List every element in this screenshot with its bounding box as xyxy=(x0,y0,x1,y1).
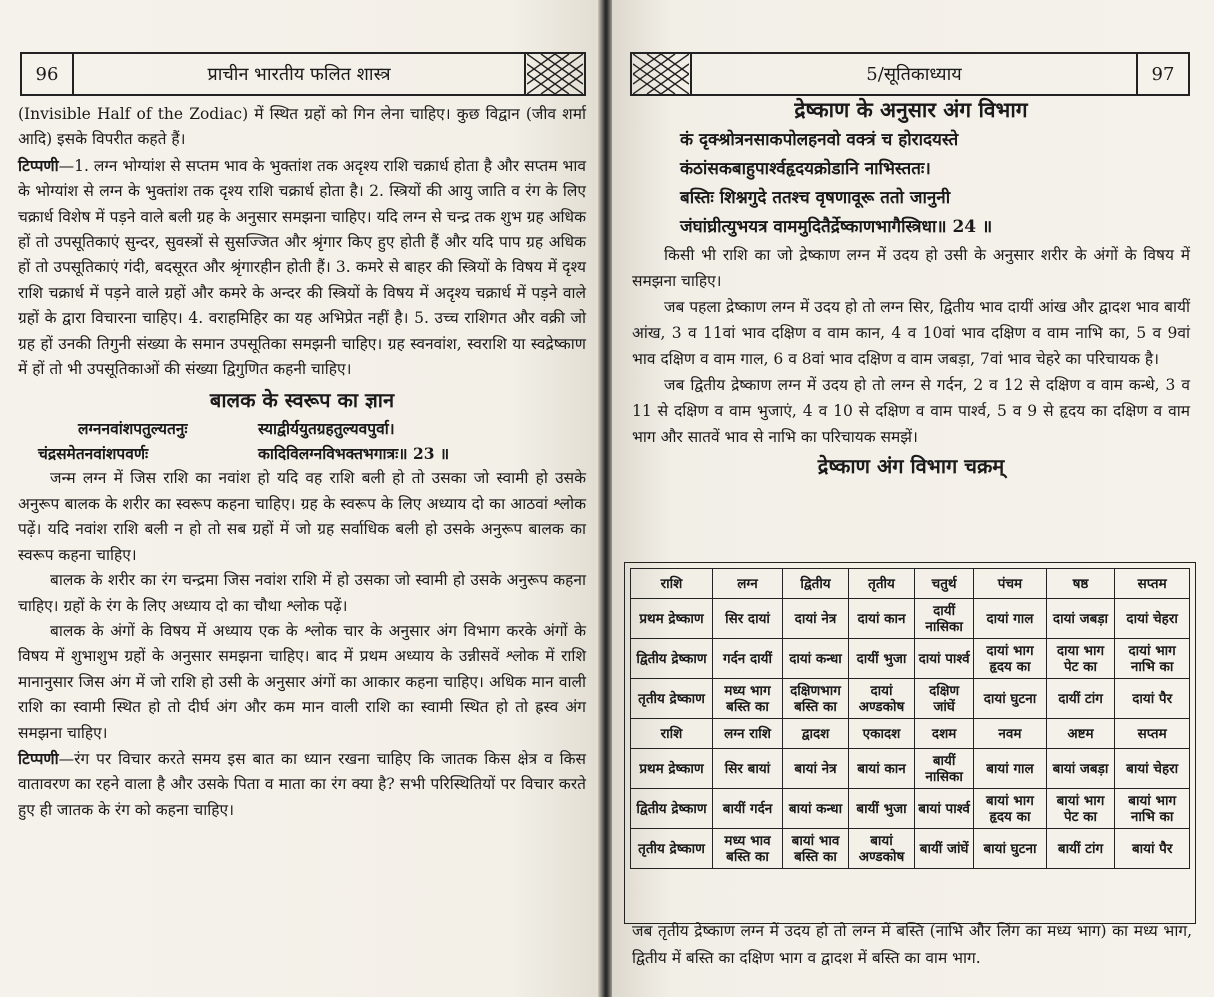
right-page-header xyxy=(630,52,1190,96)
table-cell: लग्न xyxy=(713,569,783,599)
note-text: —रंग पर विचार करते समय इस बात का ध्यान रखना चाहिए कि जातक किस क्षेत्र व किस वातावरण का रहने वाला है और उसके पिता व माता का रंग क्या है? सभी परिस्थितियों पर विचार करते हुए ही जातक के रंग को कहना चाहिए। xyxy=(18,749,586,819)
table-cell: बायां जबड़ा xyxy=(1046,749,1115,789)
table-cell: सप्तम xyxy=(1115,569,1190,599)
paragraph: बालक के शरीर का रंग चन्द्रमा जिस नवांश राशि में हो उसका जो स्वामी हो उसके अनुरूप कहना चाहिए। ग्रहों के रंग के लिए अध्याय दो का चौथा श्लोक पढ़ें। xyxy=(18,571,586,615)
table-cell: दाया भाग पेट का xyxy=(1046,639,1115,679)
table-cell: दक्षिण जांघें xyxy=(915,679,974,719)
table-row xyxy=(631,599,1190,639)
sloka-line: कं दृक्श्रोत्रनसाकपोलहनवो वक्त्रं च होरादयस्ते xyxy=(680,130,959,150)
table-cell: बायीं जांघें xyxy=(915,829,974,869)
table-cell: दायां भाग हृदय का xyxy=(974,639,1046,679)
table-cell: दायां जबड़ा xyxy=(1046,599,1115,639)
table-cell: बायां भाग नाभि का xyxy=(1115,789,1190,829)
table-cell: दक्षिणभाग बस्ति का xyxy=(783,679,849,719)
page-number: 96 xyxy=(22,54,74,94)
row-header-cell: द्वितीय द्रेष्काण xyxy=(631,789,713,829)
table-cell: सिर दायां xyxy=(713,599,783,639)
table-cell: द्वितीय xyxy=(783,569,849,599)
table-cell: अष्टम xyxy=(1046,719,1115,749)
crosshatch-ornament-icon xyxy=(527,54,583,94)
verse-line: स्याद्वीर्ययुतग्रहतुल्यवपुर्वा। xyxy=(258,419,395,439)
drekkana-table xyxy=(630,568,1190,869)
verse-line: चंद्रसमेतनवांशपवर्णः xyxy=(38,444,149,464)
table-cell: द्वादश xyxy=(783,719,849,749)
left-page-header xyxy=(20,52,586,96)
table-cell: पंचम xyxy=(974,569,1046,599)
table-cell: बायां भाग पेट का xyxy=(1046,789,1115,829)
paragraph: (Invisible Half of the Zodiac) में स्थित ग्रहों को गिन लेना चाहिए। कुछ विद्वान (जीव शर्मा आदि) इसके विपरीत कहते हैं। xyxy=(18,105,586,149)
running-title: प्राचीन भारतीय फलित शास्त्र xyxy=(207,64,391,85)
table-row xyxy=(631,569,1190,599)
running-title: 5/सूतिकाध्याय xyxy=(866,64,962,85)
table-cell: बायीं नासिका xyxy=(915,749,974,789)
table-cell: दायां चेहरा xyxy=(1115,599,1190,639)
left-page-body xyxy=(18,102,586,823)
table-cell: बायां कन्धा xyxy=(783,789,849,829)
footer-paragraph: जब तृतीय द्रेष्काण लग्न में उदय हो तो लग्न में बस्ति (नाभि और लिंग का मध्य भाग) का मध्य भाग, द्वितीय में बस्ति का दक्षिण भाग व द्वादश में बस्ति का वाम भाग. xyxy=(632,922,1192,967)
table-cell: दायां गाल xyxy=(974,599,1046,639)
table-cell: बायां अण्डकोष xyxy=(849,829,915,869)
right-page-body xyxy=(632,92,1190,482)
table-cell: बायां पार्श्व xyxy=(915,789,974,829)
row-header-cell: तृतीय द्रेष्काण xyxy=(631,829,713,869)
table-row xyxy=(631,679,1190,719)
crosshatch-ornament-icon xyxy=(524,54,584,94)
table-cell: दशम xyxy=(915,719,974,749)
table-cell: बायीं भुजा xyxy=(849,789,915,829)
table-cell: गर्दन दायीं xyxy=(713,639,783,679)
table-cell: दायां पार्श्व xyxy=(915,639,974,679)
sloka-line: कंठांसकबाहुपार्श्वहृदयक्रोडानि नाभिस्ततः। xyxy=(680,159,931,179)
row-header-cell: राशि xyxy=(631,569,713,599)
sanskrit-sloka xyxy=(632,126,1190,242)
table-cell: बायां गाल xyxy=(974,749,1046,789)
section-heading: द्रेष्काण के अनुसार अंग विभाग xyxy=(794,97,1028,122)
table-row xyxy=(631,719,1190,749)
table-cell: बायां पैर xyxy=(1115,829,1190,869)
table-cell: बायां भाग हृदय का xyxy=(974,789,1046,829)
table-cell: दायां कान xyxy=(849,599,915,639)
table-cell: नवम xyxy=(974,719,1046,749)
table-row xyxy=(631,829,1190,869)
table-cell: दायां कन्धा xyxy=(783,639,849,679)
table-heading: द्रेष्काण अंग विभाग चक्रम् xyxy=(817,454,1005,478)
paragraph: जब द्वितीय द्रेष्काण लग्न में उदय हो तो लग्न से गर्दन, 2 व 12 से दक्षिण व वाम कन्धे, 3 व 11 से दक्षिण व वाम भुजाएं, 4 व 10 से दक्षिण व वाम पार्श्व, 5 व 9 से हृदय का दक्षिण व वाम भाग और सातवें भाव से नाभि का परिचायक समझें। xyxy=(632,376,1190,446)
table-cell: एकादश xyxy=(849,719,915,749)
table-cell: बायां भाव बस्ति का xyxy=(783,829,849,869)
paragraph: जन्म लग्न में जिस राशि का नवांश हो यदि वह राशि बली हो तो उसका जो स्वामी हो उसके अनुरूप बालक के शरीर का स्वरूप कहना चाहिए। ग्रह के स्वरूप के लिए अध्याय दो का आठवां श्लोक पढ़ें। यदि नवांश राशि बली न हो तो सब ग्रहों में जो ग्रह सर्वाधिक बली हो उसके अनुरूप बालक का स्वरूप कहना चाहिए। xyxy=(18,469,586,564)
table-cell: चतुर्थ xyxy=(915,569,974,599)
row-header-cell: प्रथम द्रेष्काण xyxy=(631,749,713,789)
table-cell: षष्ठ xyxy=(1046,569,1115,599)
table-cell: सप्तम xyxy=(1115,719,1190,749)
note-paragraph xyxy=(18,153,586,383)
table-cell: दायीं नासिका xyxy=(915,599,974,639)
table-cell: दायां अण्डकोष xyxy=(849,679,915,719)
table-cell: बायां कान xyxy=(849,749,915,789)
table-cell: सिर बायां xyxy=(713,749,783,789)
table-cell: बायां नेत्र xyxy=(783,749,849,789)
right-page xyxy=(612,0,1214,997)
row-header-cell: द्वितीय द्रेष्काण xyxy=(631,639,713,679)
table-cell: दायां नेत्र xyxy=(783,599,849,639)
table-cell: मध्य भाव बस्ति का xyxy=(713,829,783,869)
table-cell: दायां भाग नाभि का xyxy=(1115,639,1190,679)
row-header-cell: प्रथम द्रेष्काण xyxy=(631,599,713,639)
left-page xyxy=(0,0,600,997)
row-header-cell: राशि xyxy=(631,719,713,749)
note-label: टिप्पणी xyxy=(18,748,59,768)
paragraph: जब पहला द्रेष्काण लग्न में उदय हो तो लग्न सिर, द्वितीय भाव दायीं आंख और द्वादश भाव बायीं आंख, 3 व 11वां भाव दक्षिण व वाम कान, 4 व 10वां भाव दक्षिण व वाम नाभि का, 5 व 9वां भाव दक्षिण व वाम गाल, 6 व 8वां भाव दक्षिण व वाम जबड़ा, 7वां भाव चेहरे का परिचायक है। xyxy=(632,298,1190,368)
note-label: टिप्पणी xyxy=(18,155,59,175)
table-row xyxy=(631,639,1190,679)
paragraph: बालक के अंगों के विषय में अध्याय एक के श्लोक चार के अनुसार अंग विभाग करके अंगों के विषय में शुभाशुभ ग्रहों के अनुसार समझना चाहिए। बाद में प्रथम अध्याय के उन्नीसवें श्लोक में राशि मानानुसार जिस अंग में जो राशि हो उसी के अनुसार अंगों का आकार कहना चाहिए। अधिक मान वाली राशि का स्वामी स्थित हो तो दीर्घ अंग और कम मान वाली राशि का स्वामी स्थित हो तो ह्रस्व अंग समझना चाहिए। xyxy=(18,621,586,742)
table-row xyxy=(631,749,1190,789)
paragraph: किसी भी राशि का जो द्रेष्काण लग्न में उदय हो उसी के अनुसार शरीर के अंगों के विषय में समझना चाहिए। xyxy=(632,246,1190,290)
crosshatch-ornament-icon xyxy=(632,54,692,94)
verse-line: कादिविलग्नविभक्तभगात्रः॥ 23 ॥ xyxy=(258,444,450,464)
sanskrit-verse xyxy=(18,416,586,466)
note-paragraph xyxy=(18,746,586,823)
table-cell: बायीं टांग xyxy=(1046,829,1115,869)
row-header-cell: तृतीय द्रेष्काण xyxy=(631,679,713,719)
table-cell: दायीं भुजा xyxy=(849,639,915,679)
page-number: 97 xyxy=(1136,54,1188,94)
table-cell: लग्न राशि xyxy=(713,719,783,749)
table-cell: बायां घुटना xyxy=(974,829,1046,869)
sloka-line: जंघांघ्रीत्युभयत्र वाममुदितैर्द्रेष्काणभागैस्त्रिधा॥ 24 ॥ xyxy=(680,217,993,237)
sloka-line: बस्तिः शिश्नगुदे ततश्च वृषणावूरू ततो जानुनी xyxy=(680,188,951,208)
table-cell: दायां पैर xyxy=(1115,679,1190,719)
table-cell: दायीं टांग xyxy=(1046,679,1115,719)
note-text: —1. लग्न भोग्यांश से सप्तम भाव के भुक्तांश तक अदृश्य राशि चक्रार्ध होता है और सप्तम भाव के भोग्यांश से लग्न के भुक्तांश तक दृश्य राशि चक्रार्ध होता है। 2. स्त्रियों की आयु जाति व रंग के लिए चक्रार्ध विशेष में पड़ने वाले बली ग्रह के अनुसार समझना चाहिए। यदि लग्न से चन्द्र तक शुभ ग्रह अधिक हों तो उपसूतिकाएं सुन्दर, सुवस्त्रों से सुसज्जित और श्रृंगार किए हुए होती हैं और यदि पाप ग्रह अधिक हों तो उपसूतिकाएं गंदी, बदसूरत और श्रृंगारहीन होती हैं। 3. कमरे से बाहर की स्त्रियों के विषय में दृश्य राशि चक्रार्ध में पड़ने वाले ग्रहों और कमरे के अन्दर की स्त्रियों के विषय में अदृश्य चक्रार्ध में पड़ने वाले ग्रहों के द्वारा विचारना चाहिए। 4. वराहमिहिर का यह अभिप्रेत नहीं है। 5. उच्च राशिगत और वक्री जो ग्रह हों उनकी तिगुनी संख्या के समान उपसूतिका समझनी चाहिए। ग्रह स्वनवांश, स्वराशि या स्वद्रेष्काण में हों तो भी उपसूतिकाओं की संख्या द्विगुणित कहनी चाहिए। xyxy=(18,156,586,379)
table-cell: बायीं गर्दन xyxy=(713,789,783,829)
table-row xyxy=(631,789,1190,829)
table-cell: दायां घुटना xyxy=(974,679,1046,719)
verse-line: लग्ननवांशपतुल्यतनुः xyxy=(78,419,188,439)
table-cell: मध्य भाग बस्ति का xyxy=(713,679,783,719)
table-cell: तृतीय xyxy=(849,569,915,599)
crosshatch-ornament-icon xyxy=(633,54,689,94)
table-cell: बायां चेहरा xyxy=(1115,749,1190,789)
section-heading: बालक के स्वरूप का ज्ञान xyxy=(209,388,395,413)
